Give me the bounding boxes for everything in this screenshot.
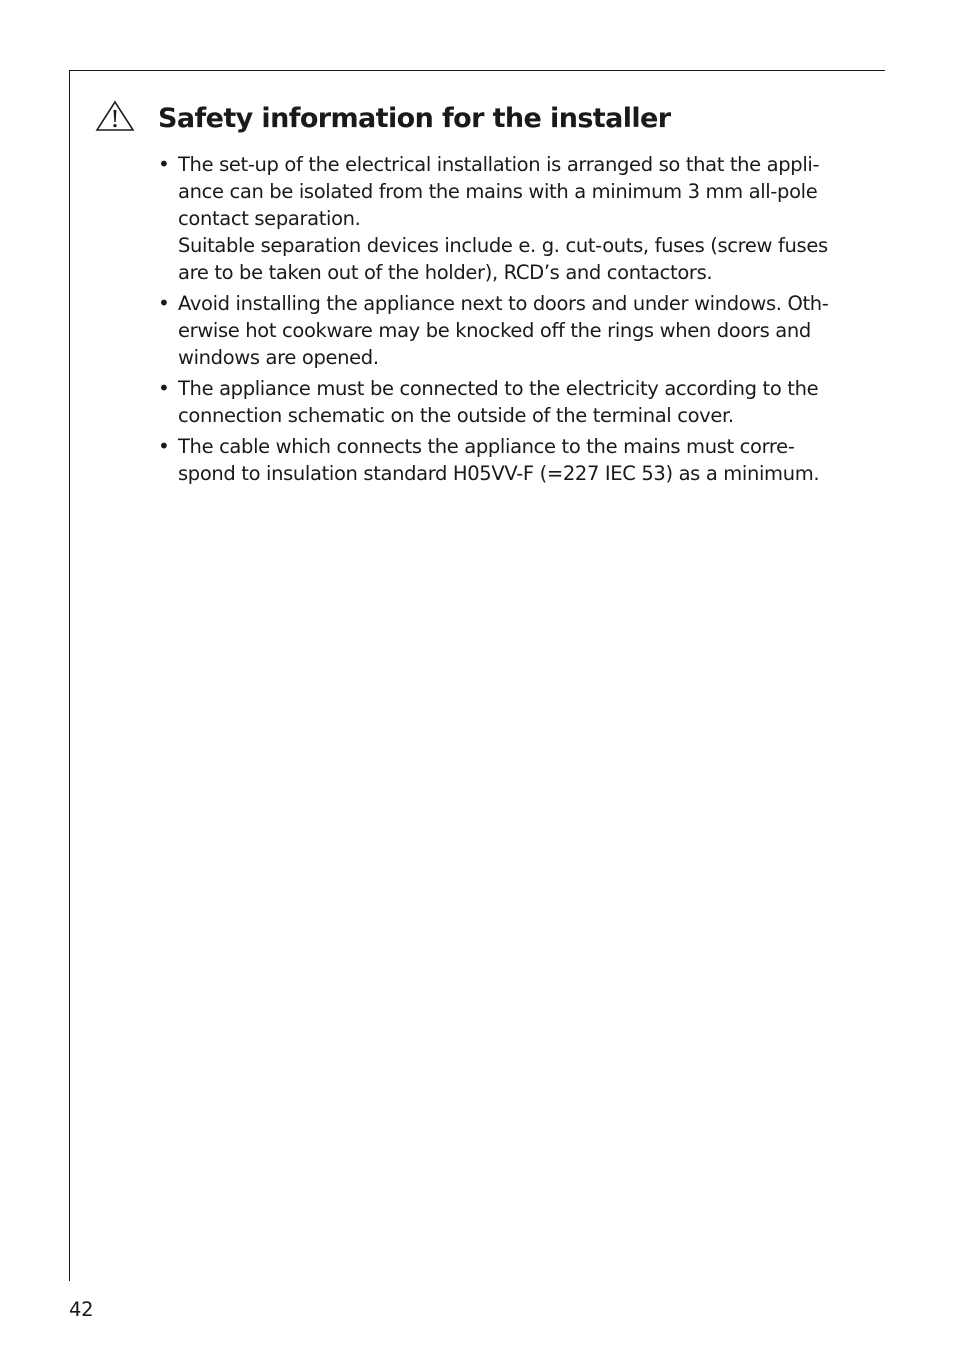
- list-item-line: spond to insulation standard H05VV-F (=227 IEC 53) as a minimum.: [178, 462, 820, 485]
- list-item: [158, 433, 873, 487]
- list-item-line: erwise hot cookware may be knocked off the rings when doors and: [178, 319, 811, 342]
- list-item-line: Suitable separation devices include e. g. cut-outs, fuses (screw fuses: [178, 234, 828, 257]
- list-item-line: Avoid installing the appliance next to doors and under windows. Oth-: [178, 292, 829, 315]
- bullet-marker: •: [158, 376, 170, 400]
- list-item-line: The set-up of the electrical installation is arranged so that the appli-: [178, 153, 820, 176]
- warning-triangle-icon: [95, 100, 135, 132]
- list-item-line: are to be taken out of the holder), RCD’s and contactors.: [178, 261, 713, 284]
- list-item: [158, 290, 873, 371]
- bullet-marker: •: [158, 152, 170, 176]
- list-item-line: connection schematic on the outside of the terminal cover.: [178, 404, 734, 427]
- list-item-line: The cable which connects the appliance to the mains must corre-: [178, 435, 795, 458]
- left-margin-rule: [69, 70, 70, 1281]
- list-item: [158, 151, 873, 286]
- list-item-line: The appliance must be connected to the electricity according to the: [178, 377, 819, 400]
- safety-bullet-list: [158, 151, 873, 491]
- page-number: 42: [69, 1298, 94, 1321]
- section-title: Safety information for the installer: [158, 103, 671, 134]
- list-item-line: windows are opened.: [178, 346, 379, 369]
- bullet-marker: •: [158, 291, 170, 315]
- list-item-line: contact separation.: [178, 207, 361, 230]
- top-rule: [69, 70, 885, 71]
- list-item: [158, 375, 873, 429]
- list-item-line: ance can be isolated from the mains with a minimum 3 mm all-pole: [178, 180, 818, 203]
- bullet-marker: •: [158, 434, 170, 458]
